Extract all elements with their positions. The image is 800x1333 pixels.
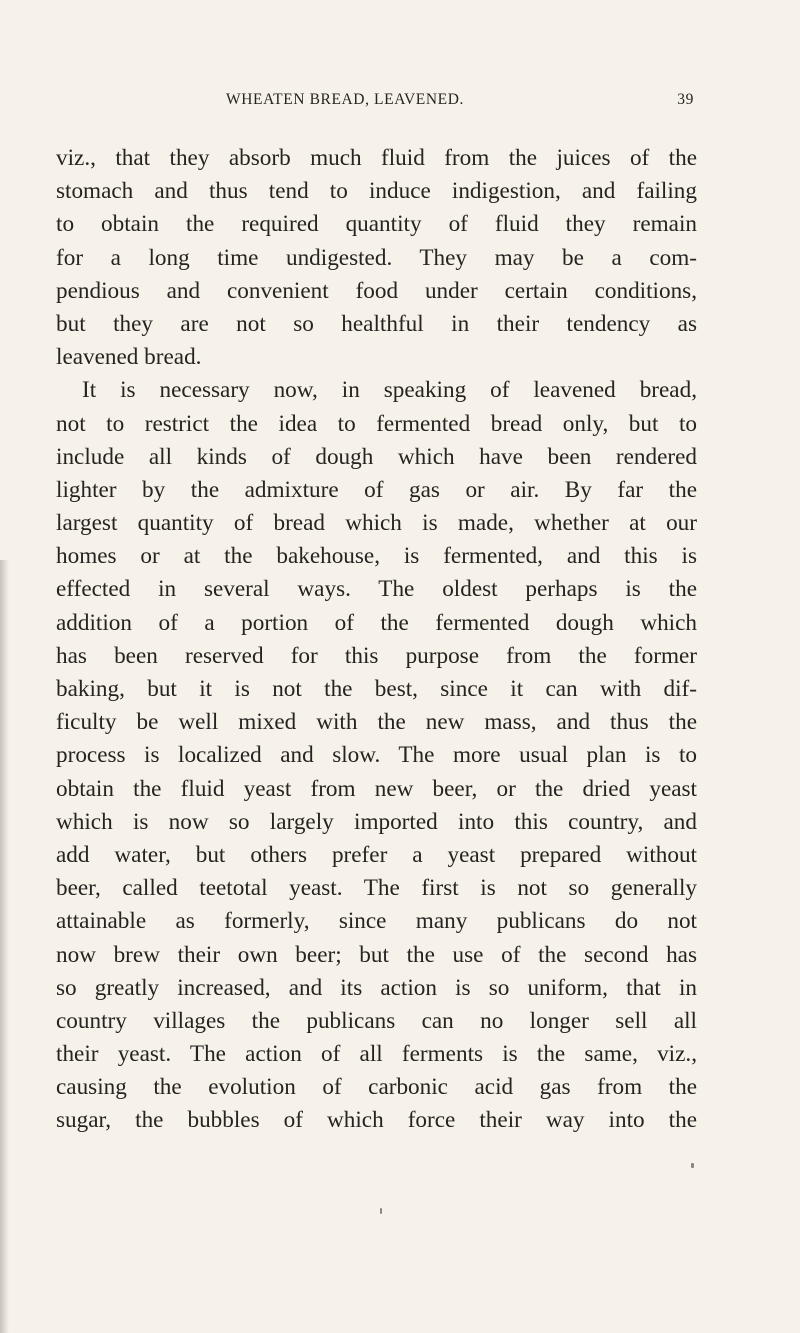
running-head-title: WHEATEN BREAD, LEAVENED. [226,91,464,108]
text-line: causing the evolution of carbonic acid gas from the [56,1074,697,1101]
paragraph-end-line: leavened bread. [56,344,202,371]
page-number: 39 [677,91,694,108]
text-line: to obtain the required quantity of fluid they remain [56,211,697,238]
paper-speck [691,1163,694,1168]
text-line: for a long time undigested. They may be a com- [56,244,697,271]
text-line: their yeast. The action of all ferments is the same, viz., [56,1041,697,1068]
text-line: largest quantity of bread which is made, whether at our [56,510,697,537]
text-line: country villages the publicans can no longer sell all [56,1007,697,1034]
text-line: homes or at the bakehouse, is fermented, and this is [56,543,697,570]
text-line: beer, called teetotal yeast. The first is not so generally [56,875,697,902]
text-line: effected in several ways. The oldest perhaps is the [56,576,697,603]
binding-shadow [0,560,9,1333]
text-line: stomach and thus tend to induce indigestion, and failing [56,178,697,205]
body-text [56,142,697,1138]
text-line: has been reserved for this purpose from the former [56,642,697,669]
text-line: include all kinds of dough which have been rendered [56,443,697,470]
text-line: pendious and convenient food under certain conditions, [56,277,697,304]
text-line: not to restrict the idea to fermented bread only, but to [56,410,697,437]
text-line: add water, but others prefer a yeast prepared without [56,841,697,868]
text-line: ficulty be well mixed with the new mass, and thus the [56,709,697,736]
text-line: process is localized and slow. The more usual plan is to [56,742,697,769]
text-line: lighter by the admixture of gas or air. By far the [56,476,697,503]
text-line: sugar, the bubbles of which force their way into the [56,1107,697,1134]
text-line: obtain the fluid yeast from new beer, or the dried yeast [56,775,697,802]
text-line: but they are not so healthful in their tendency as [56,310,697,337]
text-line: addition of a portion of the fermented dough which [56,609,697,636]
paper-speck [380,1208,382,1214]
paragraph-first-line: It is necessary now, in speaking of leavened bread, [82,377,697,404]
text-line: so greatly increased, and its action is so uniform, that in [56,974,697,1001]
text-line: now brew their own beer; but the use of the second has [56,941,697,968]
running-head [226,91,694,117]
text-line: viz., that they absorb much fluid from the juices of the [56,145,697,171]
text-line: which is now so largely imported into this country, and [56,808,697,835]
text-line: attainable as formerly, since many publicans do not [56,908,697,935]
text-line: baking, but it is not the best, since it can with dif- [56,676,697,702]
